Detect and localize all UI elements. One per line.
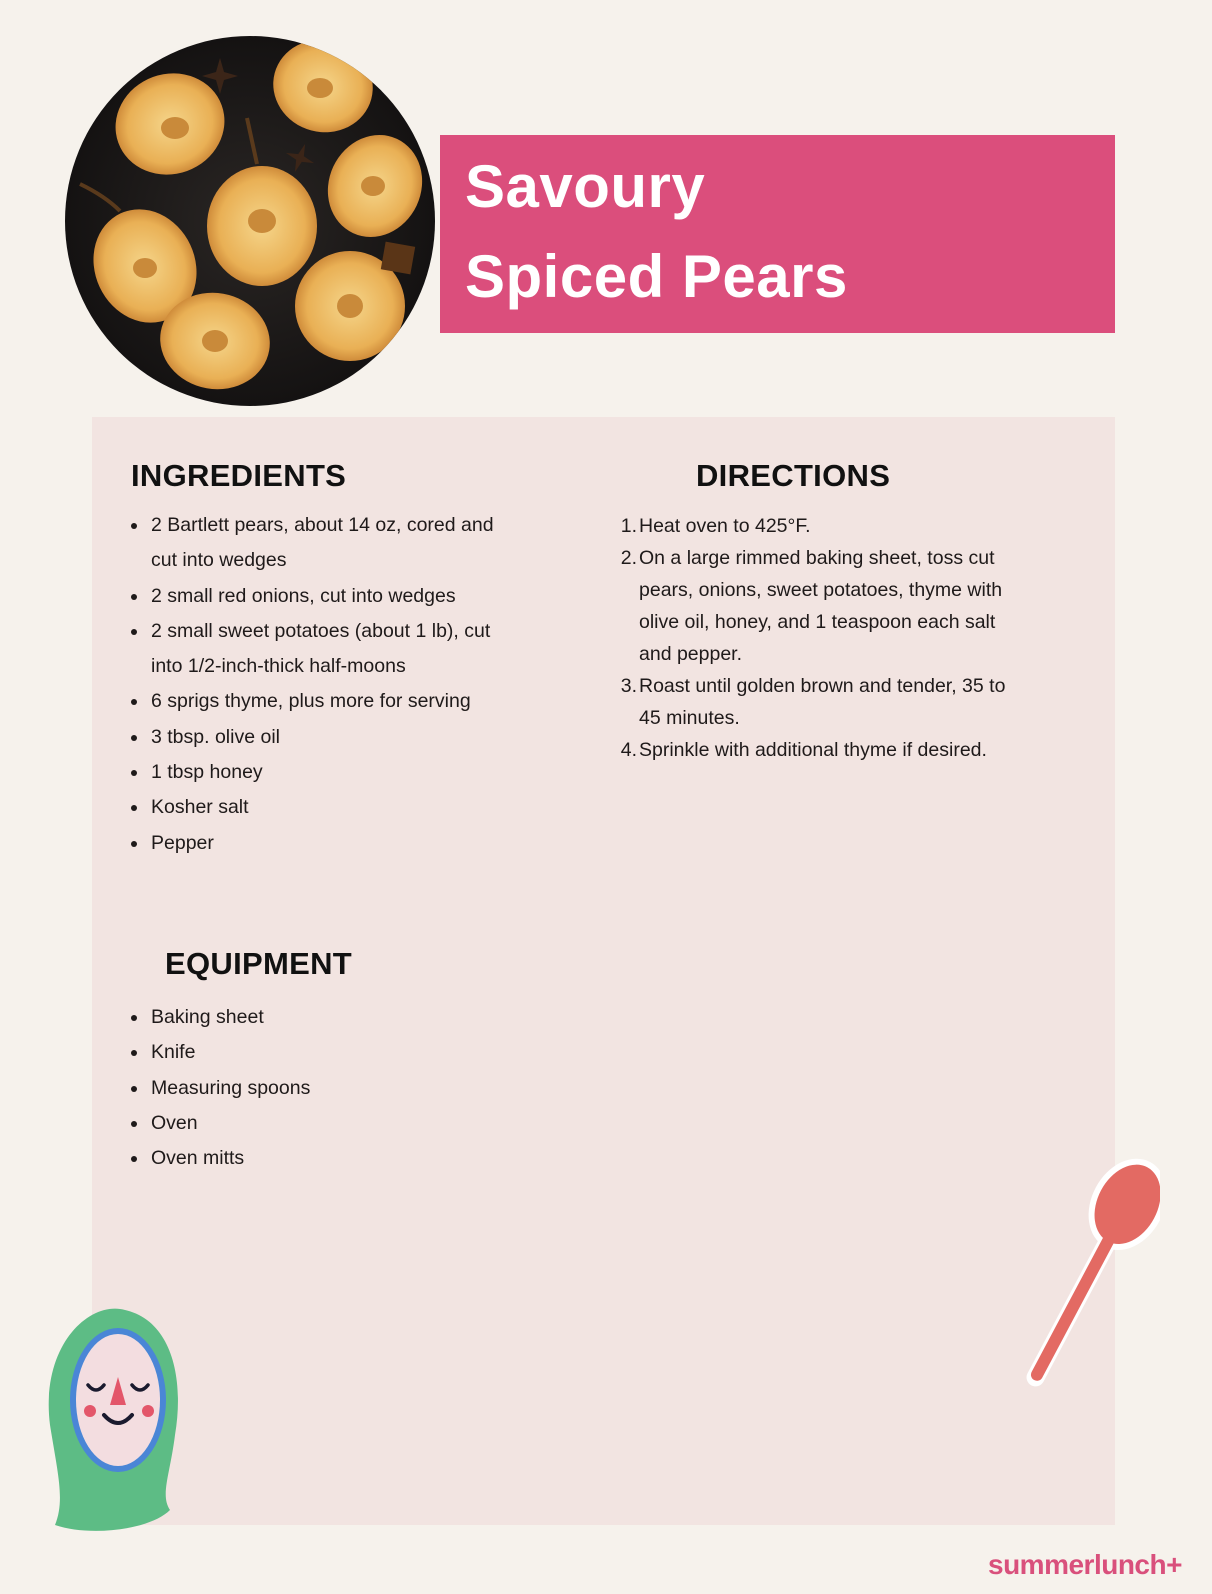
list-item: Baking sheet [131, 1000, 561, 1035]
list-item: Oven mitts [131, 1141, 561, 1176]
list-item: 2 small red onions, cut into wedges [131, 579, 561, 614]
step-item: 4. Sprinkle with additional thyme if desired. [620, 739, 987, 761]
list-item: Kosher salt [131, 790, 561, 825]
brand-logo: summerlunch+ [988, 1549, 1182, 1580]
list-item: Pepper [131, 826, 561, 861]
list-item: 2 small sweet potatoes (about 1 lb), cut into 1/2-inch-thick half-moons [131, 614, 561, 685]
step-item: 1. Heat oven to 425°F. [620, 515, 811, 537]
recipe-title-line-2: Spiced Pears [465, 243, 848, 310]
spoon-icon [980, 1140, 1160, 1405]
list-item: Oven [131, 1106, 561, 1141]
ingredients-heading: INGREDIENTS [131, 458, 347, 493]
sugar-cube [381, 242, 415, 275]
step-item: 3. Roast until golden brown and tender, 35 to 45 minutes. [620, 675, 1006, 729]
equipment-list [131, 1000, 561, 1176]
avatar-illustration [30, 1305, 190, 1540]
list-item: 3 tbsp. olive oil [131, 720, 561, 755]
list-item: 6 sprigs thyme, plus more for serving [131, 684, 561, 719]
list-item: 2 Bartlett pears, about 14 oz, cored and cut into wedges [131, 508, 561, 579]
step-item: 2. On a large rimmed baking sheet, toss cut pears, onions, sweet potatoes, thyme with olive oil, honey, and 1 teaspoon each salt and pepper. [620, 547, 1003, 665]
list-item: Measuring spoons [131, 1071, 561, 1106]
recipe-photo [65, 36, 435, 406]
equipment-heading: EQUIPMENT [165, 946, 352, 981]
directions-list [617, 510, 1047, 766]
list-item: 1 tbsp honey [131, 755, 561, 790]
recipe-title-line-1: Savoury [465, 153, 706, 220]
list-item: Knife [131, 1035, 561, 1070]
title-banner [440, 135, 1115, 333]
ingredients-list [131, 508, 561, 861]
directions-heading: DIRECTIONS [696, 458, 891, 493]
